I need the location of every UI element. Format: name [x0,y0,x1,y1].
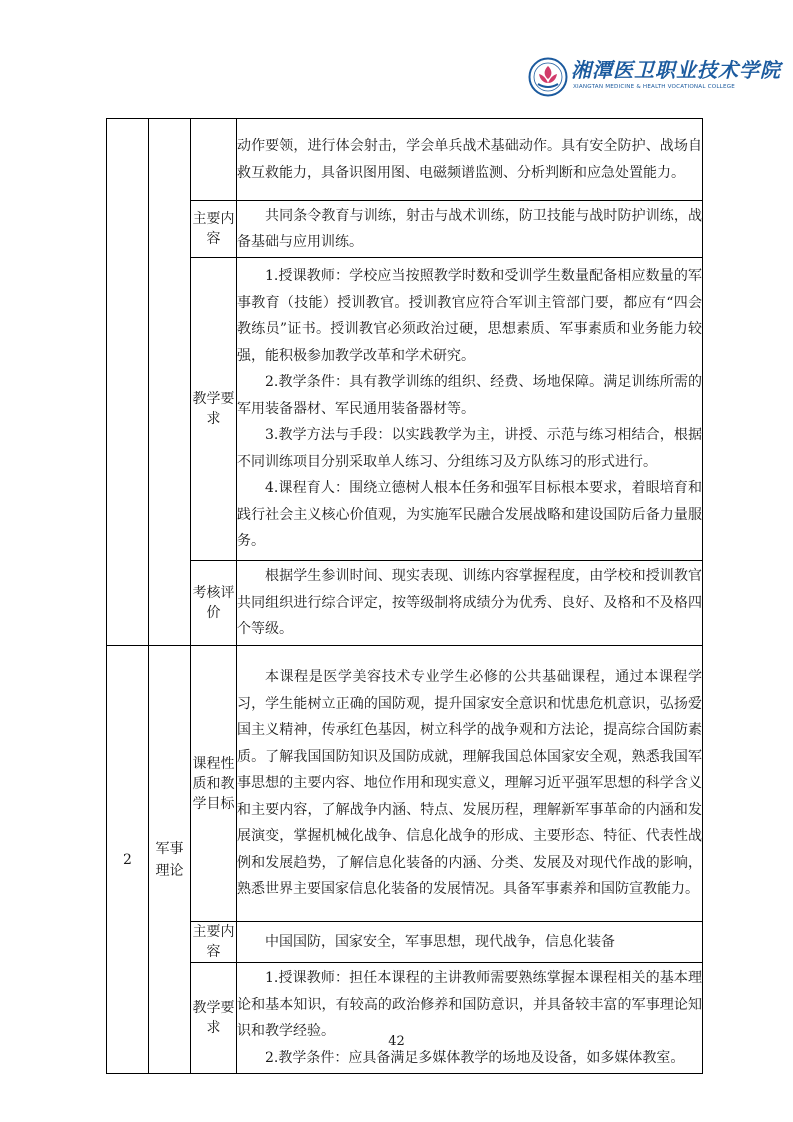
label-cell [191,119,237,201]
teaching-req-cell [237,258,703,561]
teaching-req-item: 3.教学方法与手段：以实践教学为主，讲授、示范与练习相结合，根据不同训练项目分别采取单人练习、分组练习及方队练习的形式进行。 [237,427,702,470]
assessment-cell [237,561,703,646]
teaching-req-item: 1.授课教师：担任本课程的主讲教师需要熟练掌握本课程相关的基本理论和基本知识，有较高的政治修养和国防意识，并具备较丰富的军事理论知识和教学经验。 [237,970,702,1039]
main-content-cell [237,922,703,963]
table-row [107,201,703,258]
teaching-req-label: 教学要求 [191,258,237,561]
assessment-text: 根据学生参训时间、现实表现、训练内容掌握程度，由学校和授训教官共同组织进行综合评定，按等级制将成绩分为优秀、良好、及格和不及格四个等级。 [237,568,702,638]
course-number-cell: 2 [107,646,149,1074]
college-logo [528,55,781,99]
assessment-label: 考核评价 [191,561,237,646]
main-content-label: 主要内容 [191,201,237,258]
table-row [107,258,703,561]
main-content-cell [237,201,703,258]
table-row [107,963,703,1074]
course-table [106,118,703,1074]
goal-continuation-text: 动作要领，进行体会射击，学会单兵战术基础动作。具有安全防护、战场自救互救能力，具备识图用图、电磁频谱监测、分析判断和应急处置能力。 [237,138,702,181]
table-row [107,646,703,922]
college-emblem-icon [528,57,568,97]
nature-goal-text: 本课程是医学美容技术专业学生必修的公共基础课程，通过本课程学习，学生能树立正确的国防观，提升国家安全意识和忧患危机意识，弘扬爱国主义精神，传承红色基因，树立科学的战争观和方法论，提高综合国防素质。了解我国国防知识及国防成就，理解我国总体国家安全观，熟悉我国军事思想的主要内容、地位作用和现实意义，理解习近平强军思想的科学含义和主要内容，了解战争内涵、特点、发展历程，理解新军事革命的内涵和发展演变，掌握机械化战争、信息化战争的形成、主要形态、特征、代表性战例和发展趋势，了解信息化装备的内涵、分类、发展及对现代作战的影响，熟悉世界主要国家信息化装备的发展情况。具备军事素养和国防宣教能力。 [237,669,702,898]
main-content-text: 共同条令教育与训练，射击与战术训练，防卫技能与战时防护训练，战备基础与应用训练。 [237,207,702,250]
course-name-cell: 军事理论 [149,646,191,1074]
college-name-cn: 湘潭医卫职业技术学院 [571,58,781,82]
main-content-text: 中国国防，国家安全，军事思想，现代战争，信息化装备 [265,933,615,950]
nature-goal-label: 课程性质和教学目标 [191,646,237,922]
main-content-label: 主要内容 [191,922,237,963]
teaching-req-label: 教学要求 [191,963,237,1074]
nature-goal-cell [237,646,703,922]
teaching-req-item: 1.授课教师：学校应当按照教学时数和受训学生数量配备相应数量的军事教育（技能）授训教官。授训教官应符合军训主管部门要，都应有“四会教练员”证书。授训教官必须政治过硬，思想素质、军事素质和业务能力较强，能积极参加教学改革和学术研究。 [237,268,702,364]
page-number: 42 [388,1034,405,1049]
table-row [107,119,703,201]
teaching-req-item: 4.课程育人：围绕立德树人根本任务和强军目标根本要求，着眼培育和践行社会主义核心价值观，为实施军民融合发展战略和建设国防后备力量服务。 [237,480,702,550]
course-name-cell [149,119,191,646]
goal-continuation-cell [237,119,703,201]
college-name-en: XIANGTAN MEDICINE & HEALTH VOCATIONAL COLLEGE [573,84,735,90]
table-row [107,561,703,646]
teaching-req-item: 2.教学条件：应具备满足多媒体教学的场地及设备，如多媒体教室。 [265,1049,685,1066]
course-number-cell [107,119,149,646]
teaching-req-cell [237,963,703,1074]
table-row [107,922,703,963]
teaching-req-item: 2.教学条件：具有教学训练的组织、经费、场地保障。满足训练所需的军用装备器材、军民通用装备器材等。 [237,374,702,417]
